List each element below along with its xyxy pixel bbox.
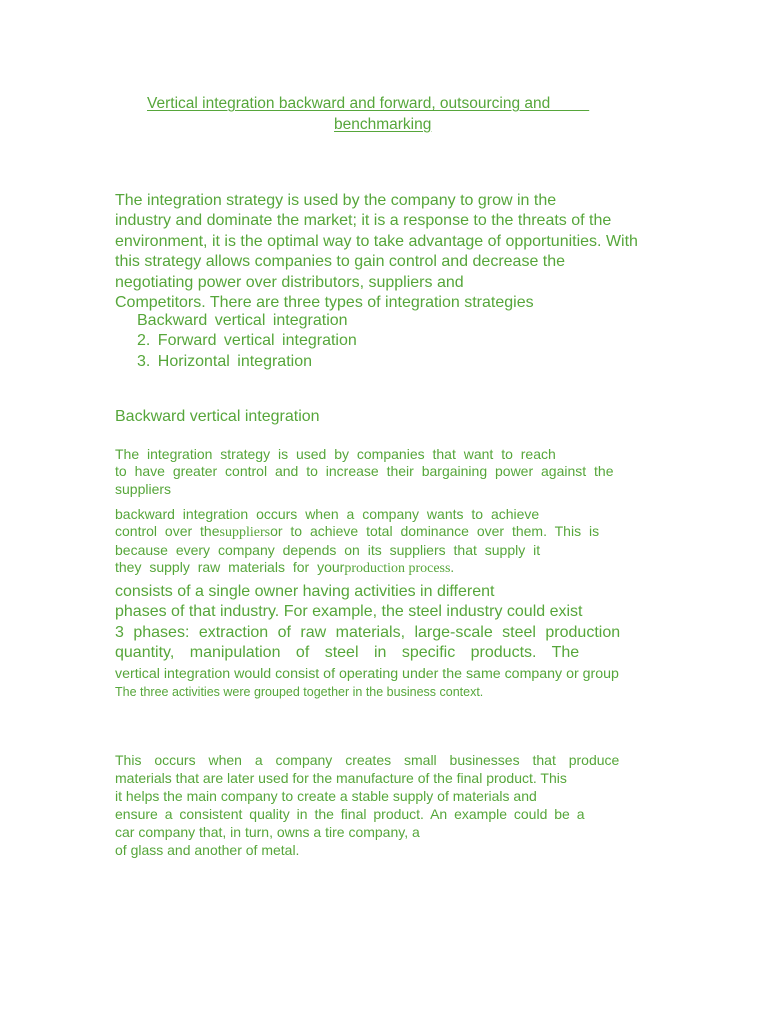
intro-line: this strategy allows companies to gain control and decrease the: [115, 253, 566, 271]
text-fragment: they supply raw materials for your: [115, 559, 345, 576]
paragraph-b: [115, 506, 599, 578]
list-item: 2. Forward vertical integration: [137, 332, 357, 350]
paragraph-line: of glass and another of metal.: [115, 841, 300, 858]
paragraph-line: backward integration occurs when a company wants to achieve: [115, 506, 540, 522]
document-title-line-2: [334, 116, 768, 134]
paragraph-line: to have greater control and to increase their bargaining power against the: [115, 463, 614, 480]
paragraph-line: 3 phases: extraction of raw materials, large-scale steel production: [115, 623, 621, 641]
paragraph-line: This occurs when a company creates small businesses that produce: [115, 752, 620, 768]
section-heading: Backward vertical integration: [115, 408, 320, 425]
paragraph-line: suppliers: [115, 480, 172, 497]
intro-line: environment, it is the optimal way to take advantage of opportunities. With: [115, 232, 638, 250]
intro-line: The integration strategy is used by the company to grow in the: [115, 192, 557, 209]
paragraph-line: car company that, in turn, owns a tire company, a: [115, 823, 420, 840]
list-item: Backward vertical integration: [137, 312, 348, 329]
paragraph-line: consists of a single owner having activities in different: [115, 583, 495, 600]
title-text-1: Vertical integration backward and forward, outsourcing and ____: [147, 95, 590, 112]
text-fragment: or to achieve total dominance over them. This is: [270, 523, 600, 540]
intro-line: negotiating power over distributors, suppliers and: [115, 273, 464, 291]
paragraph-line: because every company depends on its suppliers that supply it: [115, 541, 541, 558]
paragraph-line: The three activities were grouped together in the business context.: [115, 685, 484, 700]
paragraph-line: The integration strategy is used by companies that want to reach: [115, 446, 556, 462]
serif-fragment: suppliers: [219, 525, 271, 541]
paragraph-line: [115, 559, 599, 577]
text-fragment: control over the: [115, 523, 220, 540]
paragraph-line: [115, 523, 599, 541]
integration-types-list: [137, 311, 357, 372]
paragraph-line: ensure a consistent quality in the final product. An example could be a: [115, 805, 585, 822]
title-text-2: benchmarking: [334, 116, 432, 133]
paragraph-line: it helps the main company to create a stable supply of materials and: [115, 787, 537, 804]
intro-line: industry and dominate the market; it is a response to the threats of the: [115, 212, 612, 230]
paragraph-line: quantity, manipulation of steel in specific products. The: [115, 644, 580, 662]
intro-paragraph: [115, 191, 638, 313]
document-title-line-1: [147, 95, 687, 113]
paragraph-line: materials that are later used for the manufacture of the final product. This: [115, 769, 567, 786]
list-item: 3. Horizontal integration: [137, 352, 312, 370]
serif-fragment: production process.: [344, 561, 454, 577]
paragraph-d: [115, 752, 619, 859]
paragraph-line: phases of that industry. For example, the steel industry could exist: [115, 603, 583, 621]
paragraph-c: [115, 582, 620, 701]
paragraph-line: vertical integration would consist of operating under the same company or group: [115, 665, 619, 682]
intro-line: Competitors. There are three types of integration strategies: [115, 294, 534, 312]
paragraph-a: [115, 446, 614, 498]
